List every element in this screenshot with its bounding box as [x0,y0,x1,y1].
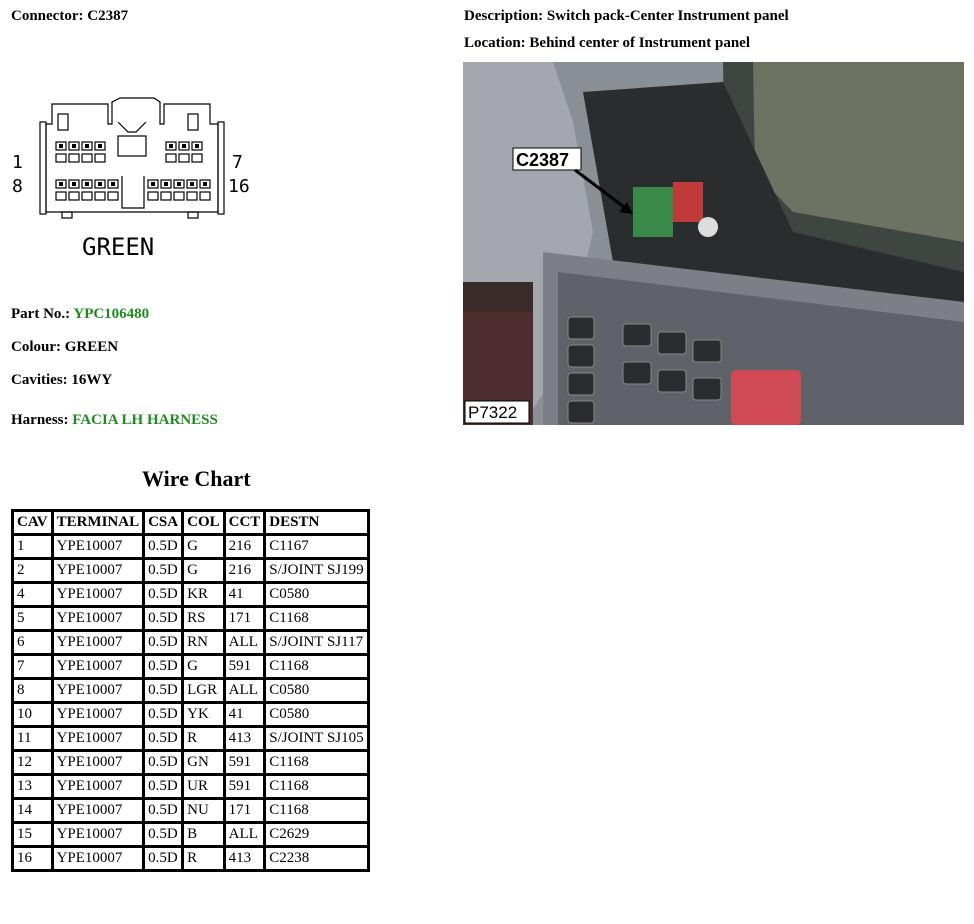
cell-cav: 7 [13,655,53,679]
cell-cav: 11 [13,727,53,751]
cell-terminal: YPE10007 [52,631,144,655]
wire-chart-header-row [13,511,369,535]
cell-col: GN [183,751,225,775]
cell-destn: C0580 [265,679,368,703]
cell-csa: 0.5D [144,631,183,655]
cell-terminal: YPE10007 [52,703,144,727]
location-photo [463,62,964,425]
wire-chart-table [11,509,370,872]
location-value: Behind center of Instrument panel [529,35,750,51]
cell-terminal: YPE10007 [52,751,144,775]
table-row [13,799,369,823]
cell-terminal: YPE10007 [52,727,144,751]
cell-cct: 216 [224,559,265,583]
harness-line [11,412,218,429]
cell-terminal: YPE10007 [52,847,144,871]
wire-chart-title: Wire Chart [142,466,251,491]
cell-csa: 0.5D [144,799,183,823]
table-row [13,583,369,607]
cell-col: RS [183,607,225,631]
connector-value: C2387 [87,8,129,24]
pin-label-16: 16 [228,176,250,197]
table-row [13,823,369,847]
cell-cct: ALL [224,631,265,655]
cell-cct: 591 [224,775,265,799]
cell-destn: C0580 [265,583,368,607]
cell-terminal: YPE10007 [52,583,144,607]
harness-label: Harness: [11,412,69,428]
cell-cav: 6 [13,631,53,655]
cell-cav: 15 [13,823,53,847]
description-label: Description: [464,8,544,24]
cell-cav: 14 [13,799,53,823]
photo-ref-label: P7322 [468,403,518,422]
cell-destn: C0580 [265,703,368,727]
part-no-value[interactable]: YPC106480 [73,306,150,322]
cell-col: LGR [183,679,225,703]
header-cav: CAV [13,511,53,535]
cell-cct: 41 [224,703,265,727]
cell-cct: 171 [224,799,265,823]
pin-label-1: 1 [12,152,23,173]
description-value: Switch pack-Center Instrument panel [546,8,789,24]
colour-label: Colour: [11,339,61,355]
cell-col: R [183,727,225,751]
cell-terminal: YPE10007 [52,799,144,823]
connector-color-text: GREEN [82,233,155,261]
cell-cct: ALL [224,823,265,847]
cell-col: KR [183,583,225,607]
colour-value: GREEN [64,339,119,355]
cell-terminal: YPE10007 [52,607,144,631]
cell-cct: 413 [224,727,265,751]
connector-heading [11,8,128,25]
table-row [13,775,369,799]
cell-csa: 0.5D [144,775,183,799]
cell-terminal: YPE10007 [52,775,144,799]
cell-terminal: YPE10007 [52,655,144,679]
description-heading [464,8,789,25]
cell-csa: 0.5D [144,679,183,703]
table-row [13,535,369,559]
cell-col: B [183,823,225,847]
table-row [13,751,369,775]
cell-destn: C1168 [265,607,368,631]
cell-destn: C1168 [265,751,368,775]
table-row [13,727,369,751]
cell-destn: C1168 [265,655,368,679]
cell-csa: 0.5D [144,847,183,871]
location-heading [464,35,750,52]
pin-label-8: 8 [12,176,23,197]
cavities-line [11,372,112,389]
cell-destn: S/JOINT SJ117 [265,631,368,655]
connector-label: Connector: [11,8,84,24]
header-cct: CCT [224,511,265,535]
cell-destn: C1168 [265,799,368,823]
cell-csa: 0.5D [144,607,183,631]
header-csa: CSA [144,511,183,535]
cell-csa: 0.5D [144,823,183,847]
cell-cct: 413 [224,847,265,871]
part-no-label: Part No.: [11,306,71,322]
cell-cav: 12 [13,751,53,775]
cell-col: G [183,655,225,679]
cell-terminal: YPE10007 [52,823,144,847]
header-col: COL [183,511,225,535]
table-row [13,631,369,655]
table-row [13,655,369,679]
cell-cct: 171 [224,607,265,631]
cell-csa: 0.5D [144,727,183,751]
cell-csa: 0.5D [144,751,183,775]
header-terminal: TERMINAL [52,511,144,535]
cell-destn: C2238 [265,847,368,871]
table-row [13,847,369,871]
cell-cav: 2 [13,559,53,583]
cell-col: RN [183,631,225,655]
cell-col: NU [183,799,225,823]
cell-terminal: YPE10007 [52,679,144,703]
cavities-label: Cavities: [11,372,68,388]
table-row [13,703,369,727]
cell-cct: 41 [224,583,265,607]
cell-cav: 13 [13,775,53,799]
harness-value[interactable]: FACIA LH HARNESS [72,412,218,428]
location-label: Location: [464,35,526,51]
cell-destn: C2629 [265,823,368,847]
colour-line [11,339,118,356]
cell-terminal: YPE10007 [52,559,144,583]
cell-csa: 0.5D [144,655,183,679]
cavities-value: 16WY [71,372,113,388]
cell-cct: 591 [224,751,265,775]
part-no-line [11,306,149,323]
cell-cav: 1 [13,535,53,559]
wire-chart-body [13,535,369,871]
cell-cct: 216 [224,535,265,559]
cell-destn: C1168 [265,775,368,799]
cell-destn: C1167 [265,535,368,559]
table-row [13,559,369,583]
table-row [13,679,369,703]
pin-label-7: 7 [232,152,243,173]
cell-cct: 591 [224,655,265,679]
cell-cav: 5 [13,607,53,631]
header-destn: DESTN [265,511,368,535]
connector-diagram [8,92,268,272]
cell-cav: 16 [13,847,53,871]
cell-col: G [183,559,225,583]
cell-cav: 10 [13,703,53,727]
cell-cav: 4 [13,583,53,607]
cell-destn: S/JOINT SJ105 [265,727,368,751]
cell-cav: 8 [13,679,53,703]
cell-csa: 0.5D [144,703,183,727]
cell-col: UR [183,775,225,799]
cell-cct: ALL [224,679,265,703]
cell-col: YK [183,703,225,727]
cell-destn: S/JOINT SJ199 [265,559,368,583]
cell-terminal: YPE10007 [52,535,144,559]
cell-csa: 0.5D [144,583,183,607]
cell-col: G [183,535,225,559]
cell-csa: 0.5D [144,559,183,583]
cell-col: R [183,847,225,871]
table-row [13,607,369,631]
cell-csa: 0.5D [144,535,183,559]
photo-callout-label: C2387 [516,150,570,170]
